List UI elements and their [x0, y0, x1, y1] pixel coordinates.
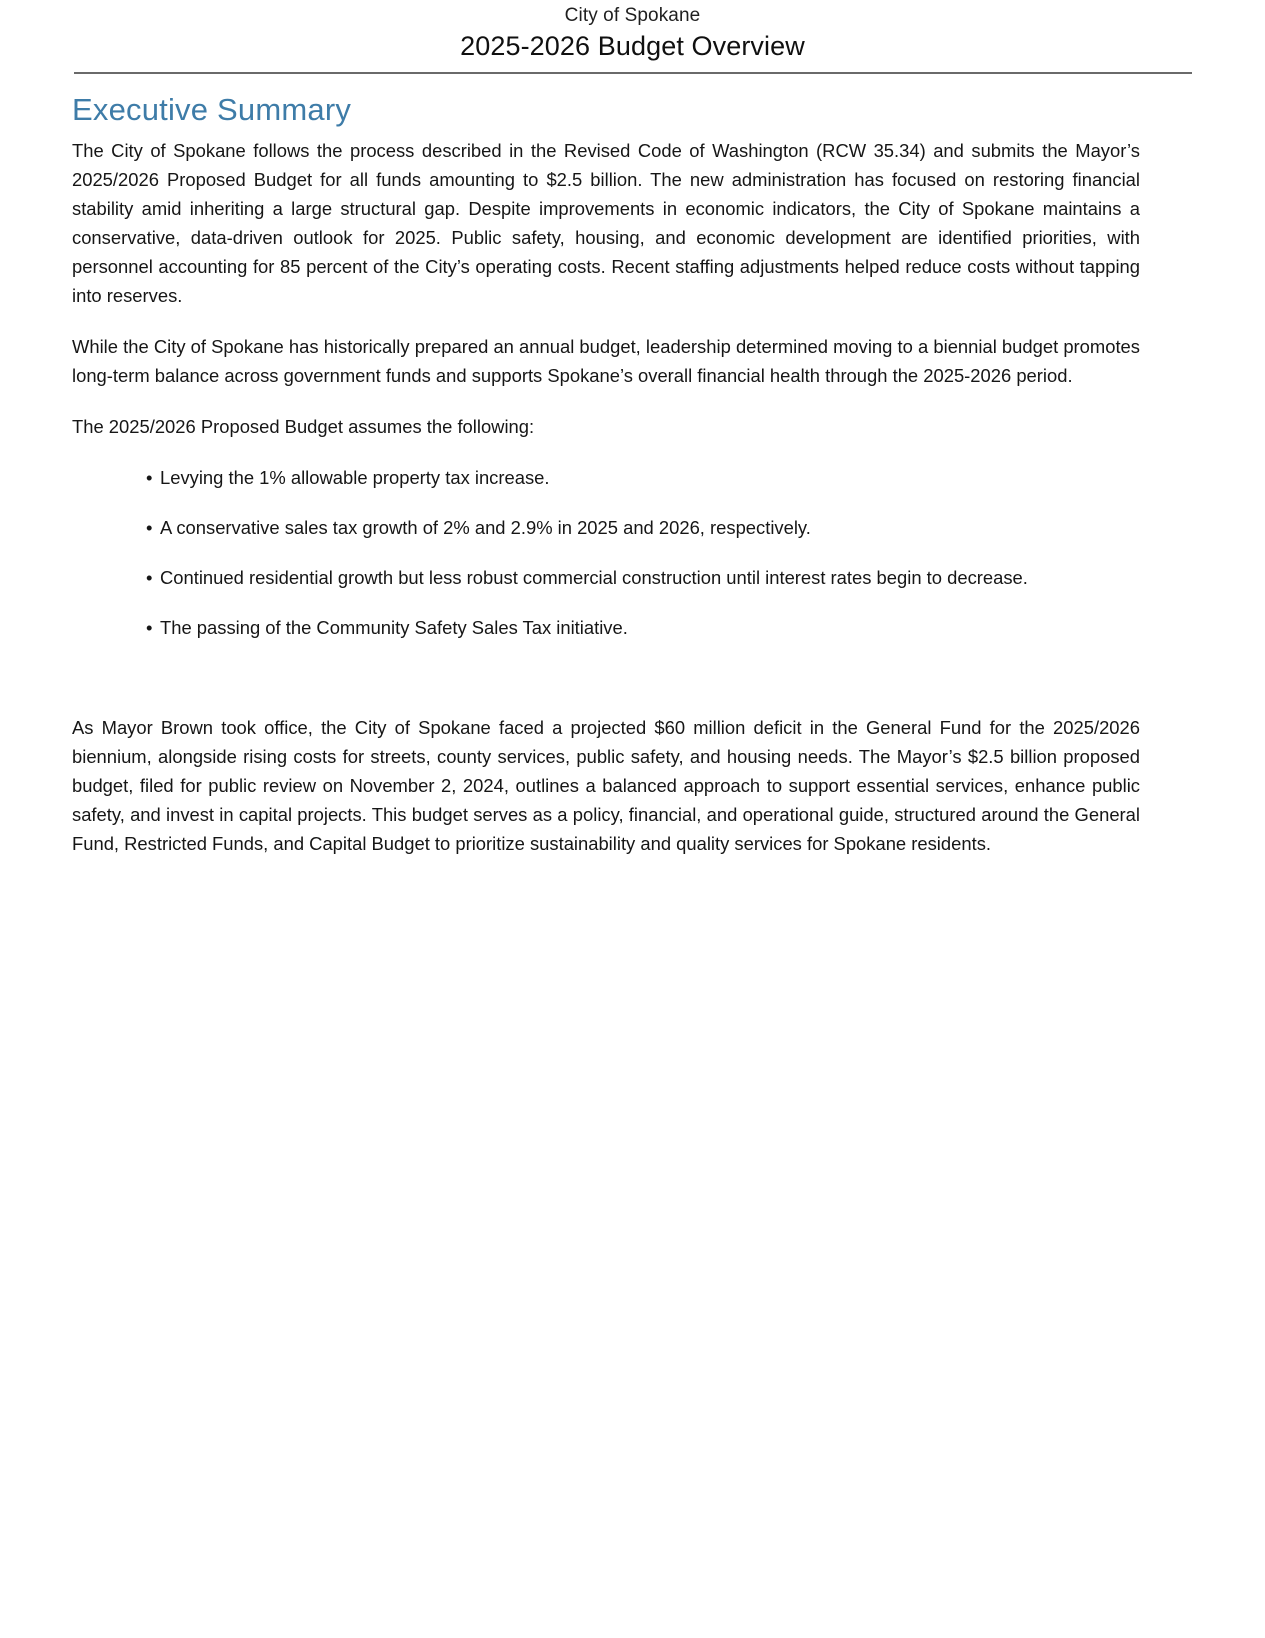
paragraph-overview: The City of Spokane follows the process described in the Revised Code of Washington (RCW 35.34) and submits the Mayor’s 2025/2026 Proposed Budget for all funds amounting to $2.5 billion. The new administration has focused on restoring financial stability amid inheriting a large structural gap. Despite improvements in economic indicators, the City of Spokane maintains a conservative, data-driven outlook for 2025. Public safety, housing, and economic development are identified priorities, with personnel accounting for 85 percent of the City’s operating costs. Recent staffing adjustments helped reduce costs without tapping into reserves. [72, 140, 1140, 306]
bullet-icon: • [146, 567, 153, 588]
header-organization: City of Spokane [564, 5, 701, 26]
paragraph-assumptions-intro: The 2025/2026 Proposed Budget assumes the following: [72, 416, 535, 437]
list-item-label: Levying the 1% allowable property tax increase. [160, 467, 550, 488]
bullet-icon: • [146, 467, 153, 488]
list-item-label: Continued residential growth but less robust commercial construction until interest rates begin to decrease. [160, 567, 1028, 588]
list-item [72, 513, 1140, 542]
list-item-label: A conservative sales tax growth of 2% and 2.9% in 2025 and 2026, respectively. [160, 517, 811, 538]
header-divider-rule [74, 72, 1192, 74]
paragraph-mayor-brown-budget: As Mayor Brown took office, the City of Spokane faced a projected $60 million deficit in the General Fund for the 2025/2026 biennium, alongside rising costs for streets, county services, public safety, and housing needs. The Mayor’s $2.5 billion proposed budget, filed for public review on November 2, 2024, outlines a balanced approach to support essential services, enhance public safety, and invest in capital projects. This budget serves as a policy, financial, and operational guide, structured around the General Fund, Restricted Funds, and Capital Budget to prioritize sustainability and quality services for Spokane residents. [72, 717, 1140, 854]
list-item [72, 613, 1140, 642]
list-item-label: The passing of the Community Safety Sales Tax initiative. [160, 617, 628, 638]
bullet-icon: • [146, 617, 153, 638]
document-header [0, 0, 1265, 74]
document-body [0, 90, 1265, 858]
spacer [72, 663, 1140, 713]
paragraph-biennial-budget: While the City of Spokane has historically prepared an annual budget, leadership determined moving to a biennial budget promotes long-term balance across government funds and supports Spokane’s overall financial health through the 2025-2026 period. [72, 336, 1140, 386]
bullet-icon: • [146, 517, 153, 538]
list-item [72, 463, 1140, 492]
list-item [72, 563, 1140, 592]
section-heading-executive-summary: Executive Summary [72, 92, 352, 127]
assumptions-list [72, 463, 1140, 642]
header-document-title: 2025-2026 Budget Overview [460, 31, 805, 61]
